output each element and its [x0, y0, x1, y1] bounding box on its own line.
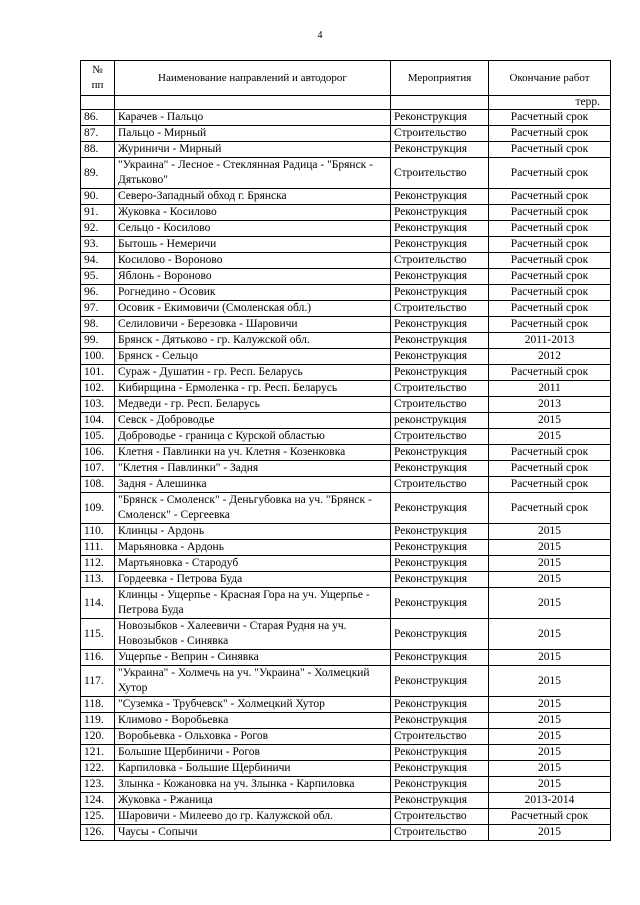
table-row: [81, 413, 611, 429]
row-number: 120.: [81, 729, 115, 745]
row-end: 2015: [489, 572, 611, 588]
row-activity: Реконструкция: [391, 285, 489, 301]
row-number: 123.: [81, 777, 115, 793]
row-activity: Реконструкция: [391, 761, 489, 777]
table-row: [81, 793, 611, 809]
row-road-name: Жуковка - Косилово: [115, 205, 391, 221]
table-row: [81, 477, 611, 493]
row-number: 121.: [81, 745, 115, 761]
row-end: 2013-2014: [489, 793, 611, 809]
row-end: Расчетный срок: [489, 142, 611, 158]
row-activity: Строительство: [391, 301, 489, 317]
row-number: 106.: [81, 445, 115, 461]
table-row: [81, 301, 611, 317]
row-end: Расчетный срок: [489, 285, 611, 301]
row-activity: реконструкция: [391, 413, 489, 429]
row-road-name: Шаровичи - Милеево до гр. Калужской обл.: [115, 809, 391, 825]
table-row: [81, 825, 611, 841]
table-row: [81, 269, 611, 285]
row-activity: Реконструкция: [391, 189, 489, 205]
table-row: [81, 158, 611, 189]
row-number: 100.: [81, 349, 115, 365]
row-road-name: Карачев - Пальцо: [115, 110, 391, 126]
row-road-name: Чаусы - Сопычи: [115, 825, 391, 841]
row-activity: Реконструкция: [391, 333, 489, 349]
row-road-name: Северо-Западный обход г. Брянска: [115, 189, 391, 205]
row-number: 103.: [81, 397, 115, 413]
row-number: 111.: [81, 540, 115, 556]
row-number: 107.: [81, 461, 115, 477]
row-end: Расчетный срок: [489, 365, 611, 381]
row-road-name: "Брянск - Смоленск" - Деньгубовка на уч. "Брянск - Смоленск" - Сергеевка: [115, 493, 391, 524]
row-number: 98.: [81, 317, 115, 333]
table-row: [81, 126, 611, 142]
row-number: 113.: [81, 572, 115, 588]
row-activity: Реконструкция: [391, 777, 489, 793]
row-road-name: Сураж - Душатин - гр. Респ. Беларусь: [115, 365, 391, 381]
row-number: 91.: [81, 205, 115, 221]
row-end: Расчетный срок: [489, 269, 611, 285]
row-number: 93.: [81, 237, 115, 253]
row-activity: Строительство: [391, 126, 489, 142]
row-end: 2015: [489, 413, 611, 429]
row-end: Расчетный срок: [489, 221, 611, 237]
row-road-name: Большие Щербиничи - Рогов: [115, 745, 391, 761]
row-activity: Реконструкция: [391, 221, 489, 237]
table-row: [81, 317, 611, 333]
row-road-name: Брянск - Сельцо: [115, 349, 391, 365]
row-road-name: Злынка - Кожановка на уч. Злынка - Карпиловка: [115, 777, 391, 793]
row-end: 2015: [489, 650, 611, 666]
row-number: 89.: [81, 158, 115, 189]
row-road-name: Кибирщина - Ермоленка - гр. Респ. Беларусь: [115, 381, 391, 397]
row-road-name: "Клетня - Павлинки" - Задня: [115, 461, 391, 477]
table-row: [81, 142, 611, 158]
row-number: 86.: [81, 110, 115, 126]
row-road-name: Косилово - Вороново: [115, 253, 391, 269]
subheader-cell: [391, 96, 489, 110]
row-number: 104.: [81, 413, 115, 429]
row-activity: Реконструкция: [391, 745, 489, 761]
row-number: 95.: [81, 269, 115, 285]
row-activity: Строительство: [391, 825, 489, 841]
row-activity: Реконструкция: [391, 524, 489, 540]
row-activity: Строительство: [391, 397, 489, 413]
table-body: [81, 110, 611, 841]
row-road-name: "Суземка - Трубчевск" - Холмецкий Хутор: [115, 697, 391, 713]
row-number: 114.: [81, 588, 115, 619]
row-end: Расчетный срок: [489, 317, 611, 333]
row-activity: Реконструкция: [391, 556, 489, 572]
table-row: [81, 381, 611, 397]
row-activity: Реконструкция: [391, 142, 489, 158]
row-number: 90.: [81, 189, 115, 205]
row-number: 118.: [81, 697, 115, 713]
row-number: 110.: [81, 524, 115, 540]
table-row: [81, 713, 611, 729]
row-road-name: Осовик - Екимовичи (Смоленская обл.): [115, 301, 391, 317]
row-activity: Реконструкция: [391, 793, 489, 809]
table-row: [81, 285, 611, 301]
table-row: [81, 397, 611, 413]
row-activity: Реконструкция: [391, 572, 489, 588]
row-end: Расчетный срок: [489, 253, 611, 269]
row-road-name: Брянск - Дятьково - гр. Калужской обл.: [115, 333, 391, 349]
table-row: [81, 365, 611, 381]
row-end: Расчетный срок: [489, 477, 611, 493]
table-row: [81, 189, 611, 205]
row-road-name: Новозыбков - Халеевичи - Старая Рудня на уч. Новозыбков - Синявка: [115, 619, 391, 650]
row-road-name: Климово - Воробьевка: [115, 713, 391, 729]
row-activity: Реконструкция: [391, 588, 489, 619]
row-activity: Реконструкция: [391, 349, 489, 365]
row-number: 109.: [81, 493, 115, 524]
row-end: Расчетный срок: [489, 126, 611, 142]
subheader-cell: [115, 96, 391, 110]
row-end: 2011-2013: [489, 333, 611, 349]
header-name: Наименование направлений и автодорог: [115, 61, 391, 96]
header-end: Окончание работ: [489, 61, 611, 96]
table-row: [81, 461, 611, 477]
row-activity: Реконструкция: [391, 493, 489, 524]
table-row: [81, 588, 611, 619]
table-row: [81, 761, 611, 777]
row-activity: Строительство: [391, 253, 489, 269]
row-road-name: Ущерпье - Веприн - Синявка: [115, 650, 391, 666]
table-row: [81, 205, 611, 221]
row-number: 96.: [81, 285, 115, 301]
row-end: 2015: [489, 429, 611, 445]
subheader-end: терр.: [489, 96, 611, 110]
header-activity: Мероприятия: [391, 61, 489, 96]
row-road-name: Селиловичи - Березовка - Шаровичи: [115, 317, 391, 333]
table-row: [81, 650, 611, 666]
row-end: Расчетный срок: [489, 461, 611, 477]
row-activity: Строительство: [391, 477, 489, 493]
row-activity: Реконструкция: [391, 365, 489, 381]
table-row: [81, 540, 611, 556]
row-number: 102.: [81, 381, 115, 397]
row-end: 2015: [489, 745, 611, 761]
row-end: 2012: [489, 349, 611, 365]
row-road-name: Пальцо - Мирный: [115, 126, 391, 142]
row-road-name: Доброводье - граница с Курской областью: [115, 429, 391, 445]
table-header: [81, 61, 611, 110]
row-road-name: Бытошь - Немеричи: [115, 237, 391, 253]
row-end: Расчетный срок: [489, 158, 611, 189]
row-activity: Реконструкция: [391, 461, 489, 477]
row-number: 115.: [81, 619, 115, 650]
row-number: 88.: [81, 142, 115, 158]
table-row: [81, 237, 611, 253]
table-row: [81, 777, 611, 793]
row-number: 124.: [81, 793, 115, 809]
row-end: Расчетный срок: [489, 445, 611, 461]
row-number: 94.: [81, 253, 115, 269]
row-end: 2015: [489, 619, 611, 650]
roads-table: [80, 60, 611, 841]
table-row: [81, 493, 611, 524]
row-number: 126.: [81, 825, 115, 841]
table-row: [81, 809, 611, 825]
row-end: 2015: [489, 540, 611, 556]
table-row: [81, 697, 611, 713]
row-road-name: Карпиловка - Большие Щербиничи: [115, 761, 391, 777]
table-row: [81, 619, 611, 650]
table-row: [81, 524, 611, 540]
row-road-name: Мартьяновка - Стародуб: [115, 556, 391, 572]
table-row: [81, 429, 611, 445]
table-row: [81, 745, 611, 761]
row-number: 105.: [81, 429, 115, 445]
table-row: [81, 221, 611, 237]
table-row: [81, 253, 611, 269]
row-road-name: Воробьевка - Ольховка - Рогов: [115, 729, 391, 745]
row-number: 125.: [81, 809, 115, 825]
row-activity: Реконструкция: [391, 237, 489, 253]
row-end: 2015: [489, 825, 611, 841]
table-row: [81, 572, 611, 588]
row-number: 116.: [81, 650, 115, 666]
row-road-name: Медведи - гр. Респ. Беларусь: [115, 397, 391, 413]
row-end: Расчетный срок: [489, 237, 611, 253]
row-activity: Реконструкция: [391, 110, 489, 126]
row-end: 2015: [489, 588, 611, 619]
row-end: 2015: [489, 729, 611, 745]
row-activity: Строительство: [391, 158, 489, 189]
row-activity: Реконструкция: [391, 619, 489, 650]
row-activity: Реконструкция: [391, 540, 489, 556]
row-road-name: Задня - Алешинка: [115, 477, 391, 493]
row-end: 2013: [489, 397, 611, 413]
row-road-name: Жуковка - Ржаница: [115, 793, 391, 809]
table-row: [81, 333, 611, 349]
row-road-name: Клинцы - Ардонь: [115, 524, 391, 540]
row-end: Расчетный срок: [489, 493, 611, 524]
row-number: 101.: [81, 365, 115, 381]
row-end: Расчетный срок: [489, 110, 611, 126]
row-road-name: Клетня - Павлинки на уч. Клетня - Козенковка: [115, 445, 391, 461]
row-road-name: Сельцо - Косилово: [115, 221, 391, 237]
row-activity: Строительство: [391, 729, 489, 745]
table-row: [81, 729, 611, 745]
row-activity: Реконструкция: [391, 697, 489, 713]
row-number: 108.: [81, 477, 115, 493]
row-end: Расчетный срок: [489, 301, 611, 317]
row-end: 2015: [489, 697, 611, 713]
row-end: 2015: [489, 761, 611, 777]
table-row: [81, 349, 611, 365]
row-road-name: Рогнедино - Осовик: [115, 285, 391, 301]
subheader-row: [81, 96, 611, 110]
row-number: 119.: [81, 713, 115, 729]
row-end: 2015: [489, 524, 611, 540]
row-end: 2011: [489, 381, 611, 397]
row-road-name: Севск - Доброводье: [115, 413, 391, 429]
row-number: 92.: [81, 221, 115, 237]
row-activity: Строительство: [391, 429, 489, 445]
row-road-name: Клинцы - Ущерпье - Красная Гора на уч. Ущерпье - Петрова Буда: [115, 588, 391, 619]
row-end: Расчетный срок: [489, 205, 611, 221]
header-number-text: № пп: [91, 64, 104, 91]
row-number: 122.: [81, 761, 115, 777]
subheader-cell: [81, 96, 115, 110]
row-number: 87.: [81, 126, 115, 142]
row-end: Расчетный срок: [489, 809, 611, 825]
row-end: Расчетный срок: [489, 189, 611, 205]
row-number: 117.: [81, 666, 115, 697]
row-end: 2015: [489, 556, 611, 572]
row-number: 99.: [81, 333, 115, 349]
row-activity: Реконструкция: [391, 205, 489, 221]
row-end: 2015: [489, 777, 611, 793]
row-activity: Реконструкция: [391, 713, 489, 729]
row-number: 97.: [81, 301, 115, 317]
row-end: 2015: [489, 666, 611, 697]
table-row: [81, 556, 611, 572]
row-road-name: Яблонь - Вороново: [115, 269, 391, 285]
table-row: [81, 110, 611, 126]
row-activity: Реконструкция: [391, 445, 489, 461]
row-activity: Реконструкция: [391, 317, 489, 333]
row-number: 112.: [81, 556, 115, 572]
row-road-name: "Украина" - Холмечь на уч. "Украина" - Холмецкий Хутор: [115, 666, 391, 697]
row-road-name: Марьяновка - Ардонь: [115, 540, 391, 556]
page-number: 4: [317, 30, 323, 41]
table-row: [81, 445, 611, 461]
table-row: [81, 666, 611, 697]
row-activity: Строительство: [391, 381, 489, 397]
row-road-name: Журиничи - Мирный: [115, 142, 391, 158]
row-activity: Строительство: [391, 809, 489, 825]
row-activity: Реконструкция: [391, 666, 489, 697]
row-activity: Реконструкция: [391, 269, 489, 285]
row-road-name: Гордеевка - Петрова Буда: [115, 572, 391, 588]
row-end: 2015: [489, 713, 611, 729]
header-number: [81, 61, 115, 96]
row-activity: Реконструкция: [391, 650, 489, 666]
row-road-name: "Украина" - Лесное - Стеклянная Радица - "Брянск - Дятьково": [115, 158, 391, 189]
